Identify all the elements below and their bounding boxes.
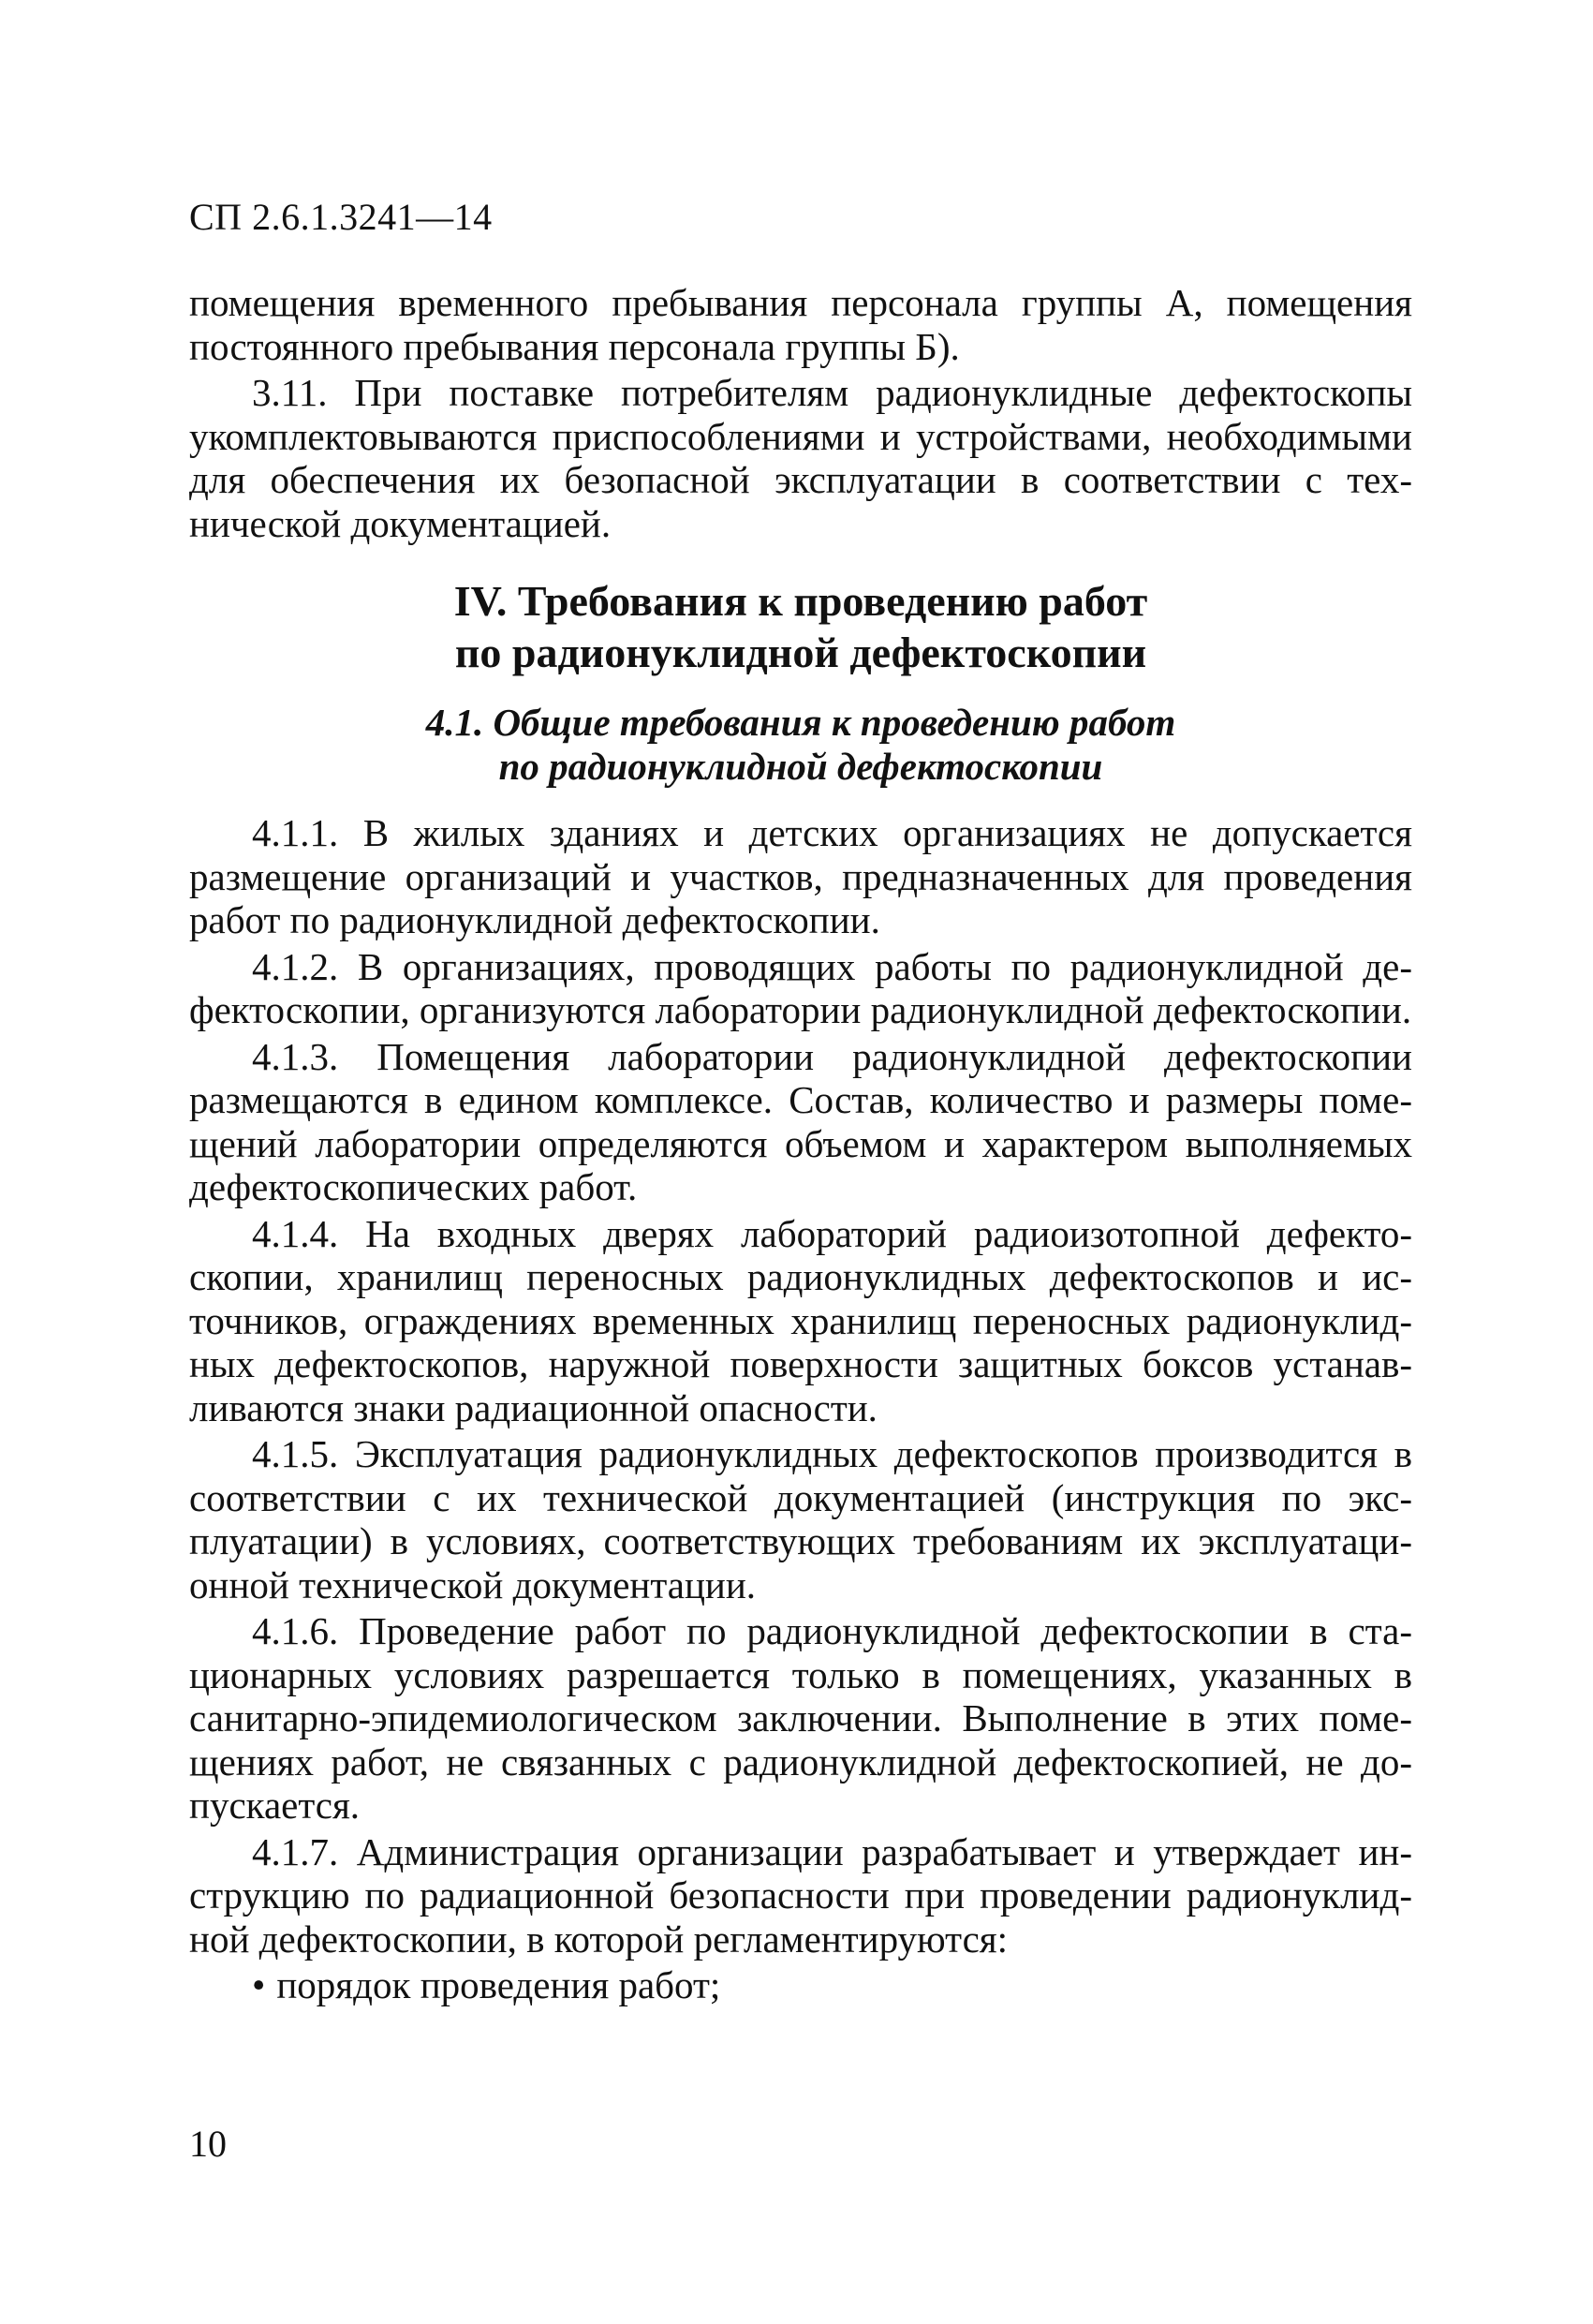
subsection-heading	[189, 701, 1412, 789]
subsection-title-line-2: по радионуклидной дефектоскопии	[498, 745, 1103, 788]
paragraph-3-11: 3.11. При поставке потребителям радионуклидные дефектоскопы укомплектовываются приспособлениями и устройствами, необходимыми для обеспечения их безопасной эксплуатации в соответствии с технической документацией.	[189, 371, 1412, 545]
page-number: 10	[189, 2123, 227, 2165]
clause-4-1-3: 4.1.3. Помещения лаборатории радионуклидной дефектоскопии размещаются в едином комплексе. Состав, количество и размеры помещений лаборатории определяются объемом и характером выполняемых дефектоскопических работ.	[189, 1034, 1412, 1208]
section-title-line-2: по радионуклидной дефектоскопии	[454, 629, 1147, 676]
clause-4-1-7: 4.1.7. Администрация организации разрабатывает и утверждает инструкцию по радиационной безопасности при проведении радионуклидной дефектоскопии, в которой регламентируются:	[189, 1829, 1412, 1961]
bullet-icon: •	[252, 1963, 266, 2006]
clause-4-1-1: 4.1.1. В жилых зданиях и детских организациях не допускается размещение организаций и участков, предназначенных для проведения работ по радионуклидной дефектоскопии.	[189, 811, 1412, 941]
section-heading	[189, 575, 1412, 678]
clause-4-1-4: 4.1.4. На входных дверях лабораторий радиоизотопной дефектоскопии, хранилищ переносных радионуклидных дефектоскопов и источников, ограждениях временных хранилищ переносных радионуклидных дефектоскопов, наружной поверхности защитных боксов устанавливаются знаки радиационной опасности.	[189, 1211, 1412, 1429]
bullet-item-text: порядок проведения работ;	[276, 1963, 721, 2006]
clause-4-1-2: 4.1.2. В организациях, проводящих работы по радионуклидной дефектоскопии, организуются лаборатории радионуклидной дефектоскопии.	[189, 944, 1412, 1031]
bullet-item	[189, 1963, 1412, 2007]
subsection-title-line-1: 4.1. Общие требования к проведению работ	[425, 701, 1176, 744]
section-title-line-1: IV. Требования к проведению работ	[453, 577, 1148, 625]
paragraph-continuation: помещения временного пребывания персонала группы А, помещения постоянного пребывания персонала группы Б).	[189, 281, 1412, 368]
clause-4-1-6: 4.1.6. Проведение работ по радионуклидной дефектоскопии в стационарных условиях разрешается только в помещениях, указанных в санитарно-эпидемиологическом заключении. Выполнение в этих помещениях работ, не связанных с радионуклидной дефектоскопией, не допускается.	[189, 1609, 1412, 1827]
page-body	[189, 281, 1412, 2010]
clause-4-1-5: 4.1.5. Эксплуатация радионуклидных дефектоскопов производится в соответствии с их технической документацией (инструкция по эксплуатации) в условиях, соответствующих требованиям их эксплуатационной технической документации.	[189, 1432, 1412, 1606]
document-code-header: СП 2.6.1.3241—14	[189, 196, 493, 238]
